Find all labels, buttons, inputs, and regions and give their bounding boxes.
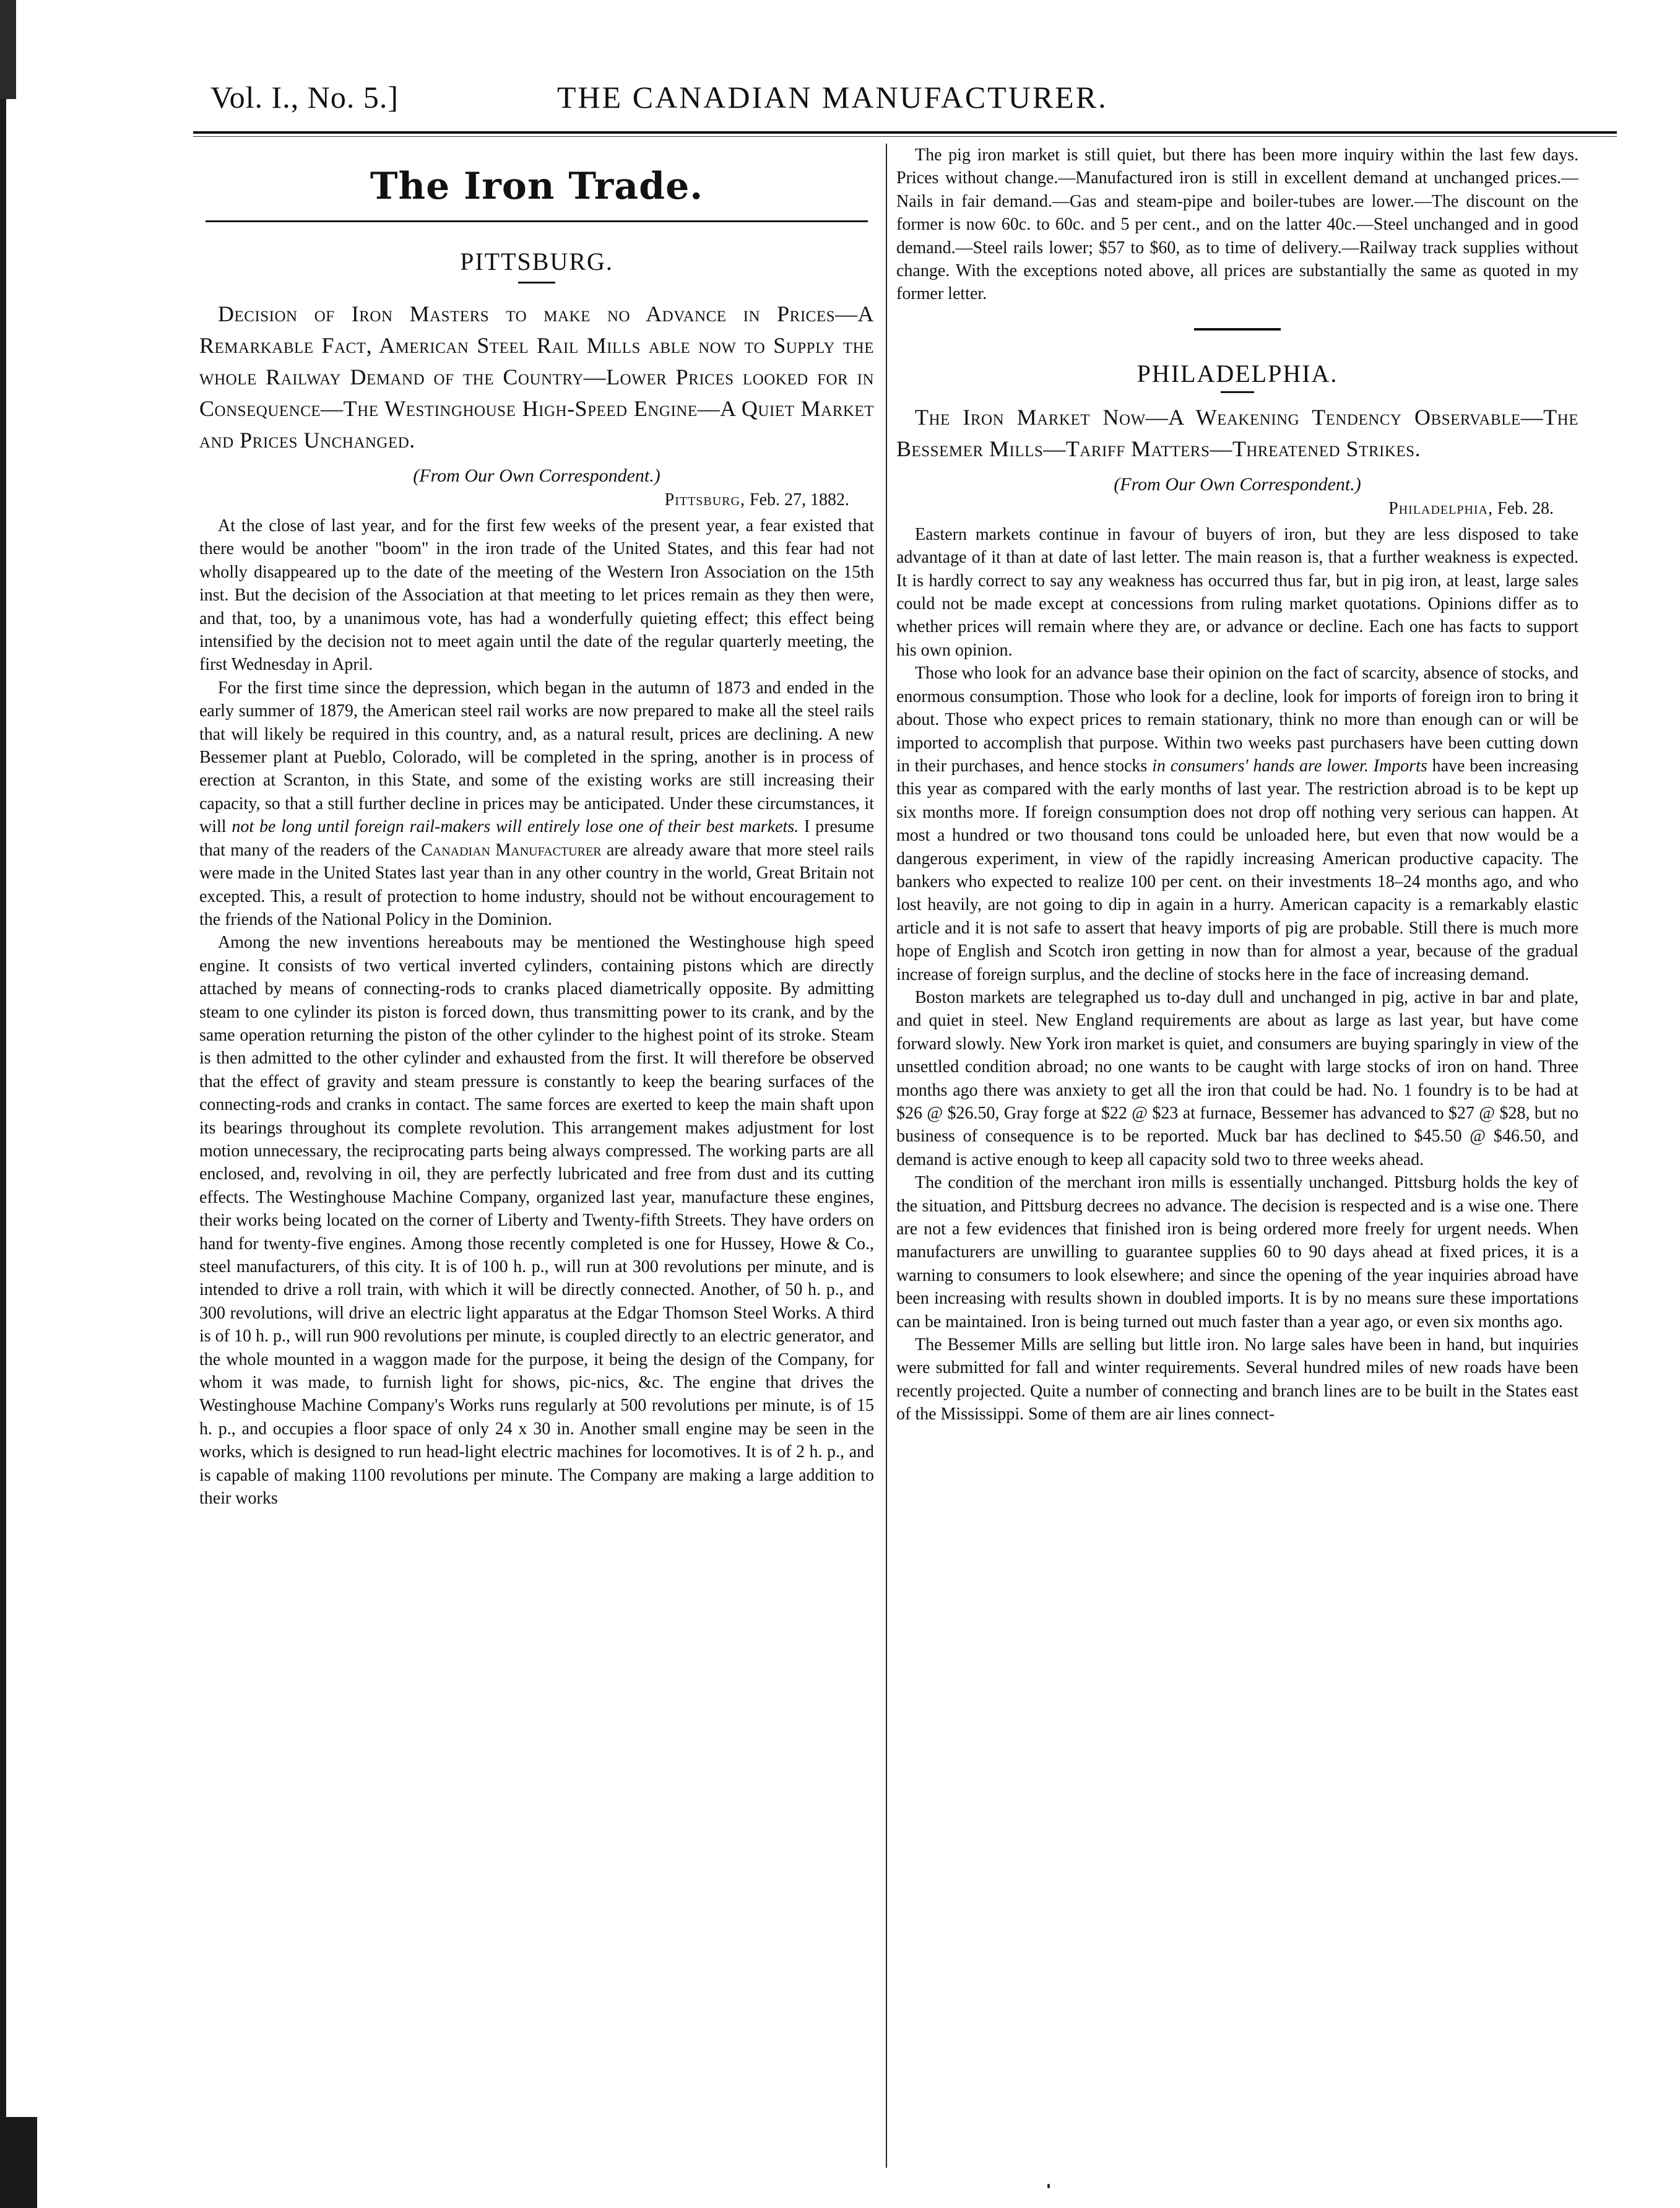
left-column xyxy=(199,144,874,2193)
philadelphia-paragraph-4: The condition of the merchant iron mills is essentially unchanged. Pittsburg holds the key of the situation, and Pittsburg decrees no advance. The decision is respected and is a wise one. There are not a few evidences that finished iron is being ordered more freely for urgent needs. When manufacturers are unwilling to guarantee supplies 60 to 90 days ahead at fixed prices, it is a warning to consumers to look elsewhere; and since the opening of the year inquiries abroad have been increasing with results shown in doubled imports. It is by no means sure these importations can be maintained. Iron is being turned out much faster than a year ago, or even six months ago. xyxy=(896,1173,1578,1331)
philadelphia-paragraph-2 xyxy=(896,662,1578,986)
italic-run: not be long until foreign rail-makers will entirely lose one of their best markets. xyxy=(232,817,799,837)
text-run: are already aware that more steel rails were made in the United States last year than in any other country in the world, Great Britain not excepted. This, a result of protection to home industry, should not be without encouragement to the friends of the National Policy in the Dominion. xyxy=(199,840,874,929)
journal-name-run: Canadian Manufacturer xyxy=(421,840,602,860)
philadelphia-heading-dash xyxy=(1221,391,1254,393)
text-run: I presume that many of the readers of the xyxy=(199,817,874,860)
scan-edge-bar xyxy=(0,0,6,2208)
section-heading: The Iron Trade. xyxy=(370,165,704,208)
text-run: Those who look for an advance base their opinion on the fact of scarcity, absence of stocks, and enormous consumption. Those who look for a decline, look for imports of foreign iron to bring it about. Those who expect prices to remain stationary, think no more than enough can or will be imported to accomplish that purpose. Within two weeks past purchasers have been cutting down in their purchases, and hence stocks xyxy=(896,664,1578,776)
pittsburg-paragraph-3: Among the new inventions hereabouts may be mentioned the Westinghouse high speed engine. It consists of two vertical inverted cylinders, containing pistons which are directly attached by means of connecting-rods to cranks placed diametrically opposite. By admitting steam to one cylinder its piston is forced down, thus transmitting power to its crank, and by the same operation returning the piston of the other cylinder to the highest point of its stroke. Steam is then admitted to the other cylinder and exhausted from the first. It will therefore be observed that the effect of gravity and steam pressure is constantly to keep the bearing surfaces of the connecting-rods and cranks in contact. The same forces are exerted to keep the main shaft upon its bearings throughout its complete revolution. This arrangement makes adjustment for lost motion unnecessary, the reciprocating parts being always compressed. The working parts are all enclosed, and, revolving in oil, they are perfectly lubricated and free from dust and its cutting effects. The Westinghouse Machine Company, organized last year, manufacture these engines, their works being located on the corner of Liberty and Twenty-fifth Streets. They have orders on hand for twenty-five engines. Among those recently completed is one for Hussey, Howe & Co., steel manufacturers, of this city. It is of 100 h. p., will run at 300 revolutions per minute, and is intended to drive a roll train, with which it will be directly connected. Another, of 50 h. p., and 300 revolutions, will drive an electric light apparatus at the Edgar Thomson Steel Works. A third is of 10 h. p., will run 900 revolutions per minute, is coupled directly to an electric generator, and the whole mounted in a waggon made for the purpose, it being the design of the Company, for whom it was made, to furnish light for shows, pic-nics, &c. The engine that drives the Westinghouse Machine Company's Works runs regularly at 500 revolutions per minute, is of 15 h. p., and occupies a floor space of only 24 x 30 in. Another small engine may be seen in the works, which is designed to run head-light electric machines for locomotives. It is of 2 h. p., and is capable of making 1100 revolutions per minute. The Company are making a large addition to their works xyxy=(199,933,874,1509)
right-column xyxy=(896,144,1578,2193)
philadelphia-heading: PHILADELPHIA. xyxy=(1137,359,1338,387)
section-separator xyxy=(1194,328,1281,331)
volume-number: Vol. I., No. 5.] xyxy=(210,80,399,115)
text-run: For the first time since the depression, which began in the autumn of 1873 and ended in the early summer of 1879, the American steel rail works are now prepared to make all the steel rails that will likely be required in this country, and, as a natural result, prices are declining. A new Bessemer plant at Pueblo, Colorado, will be completed in the spring, another is in process of erection at Scranton, in this State, and some of the existing works are still increasing their capacity, so that a still further decline in prices may be anticipated. Under these circumstances, it will xyxy=(199,678,874,837)
dateline-date: Feb. 28. xyxy=(1497,498,1554,518)
column-rule xyxy=(886,144,887,2168)
scan-edge-blot xyxy=(0,2117,37,2208)
philadelphia-summary: The Iron Market Now—A Weakening Tendency Observable—The Bessemer Mills—Tariff Matters—Threatened Strikes. xyxy=(896,404,1578,461)
philadelphia-paragraph-1: Eastern markets continue in favour of buyers of iron, but they are less disposed to take advantage of it than at date of last letter. The main reason is, that a further weakness is expected. It is hardly correct to say any weakness has occurred thus far, but in pig iron, at least, large sales could not be made except at concessions from ruling market quotations. Opinions differ as to whether prices will remain where they are, or advance or decline. Each one has facts to support his own opinion. xyxy=(896,524,1578,660)
dateline-date: Feb. 27, 1882. xyxy=(750,490,849,509)
header-rule-thin xyxy=(193,136,1617,137)
pittsburg-heading: PITTSBURG. xyxy=(460,248,613,275)
pittsburg-paragraph-1: At the close of last year, and for the first few weeks of the present year, a fear existed that there would be another "boom" in the iron trade of the United States, and this fear had not wholly disappeared up to the date of the meeting of the Western Iron Association on the 15th inst. But the decision of the Association at that meeting to let prices remain as they then were, and that, too, by a unanimous vote, has had a wonderfully quieting effect; this effect being intensified by the decision not to meet again until the date of the regular quarterly meeting, the first Wednesday in April. xyxy=(199,516,874,675)
section-heading-rule xyxy=(206,220,868,222)
pittsburg-byline: (From Our Own Correspondent.) xyxy=(413,465,660,486)
philadelphia-byline: (From Our Own Correspondent.) xyxy=(1114,474,1361,495)
pittsburg-paragraph-4: The pig iron market is still quiet, but there has been more inquiry within the last few days. Prices without change.—Manufactured iron is still in excellent demand at unchanged prices.—Nails in fair demand.—Gas and steam-pipe and boiler-tubes are lower.—The discount on the former is now 60c. to 60c. and 5 per cent., and on the latter 40c.—Steel unchanged and in good demand.—Steel rails lower; $57 to $60, as to time of delivery.—Railway track supplies without change. With the exceptions noted above, all prices are substantially the same as quoted in my former letter. xyxy=(896,145,1578,304)
text-run: have been increasing this year as compared with the early months of last year. The restriction abroad is to be kept up six months more. If foreign consumption does not drop off nothing very serious can happen. At most a hundred or two thousand tons could be unloaded here, but even that now would be a dangerous experiment, in view of the rapidly increasing American productive capacity. The bankers who expected to realize 100 per cent. on their investments 18–24 months ago, and who lost heavily, are not going to dip in again in a hurry. American capacity is a remarkably elastic article and it is not safe to assert that heavy imports of pig are probable. Still there is much more hope of English and Scotch iron getting in now than for almost a year, because of the gradual increase of foreign surplus, and the decline of stocks here in the face of increasing demand. xyxy=(896,756,1578,984)
pittsburg-dateline xyxy=(199,488,874,512)
journal-title: THE CANADIAN MANUFACTURER. xyxy=(557,80,1108,115)
philadelphia-dateline xyxy=(896,497,1578,521)
pittsburg-heading-dash xyxy=(518,282,555,284)
header-rule xyxy=(193,131,1617,134)
scan-edge-top xyxy=(0,0,16,99)
italic-run: in consumers' hands are lower. Imports xyxy=(1152,756,1427,776)
dateline-place: Philadelphia, xyxy=(1388,498,1493,518)
dateline-place: Pittsburg, xyxy=(664,490,745,509)
philadelphia-paragraph-3: Boston markets are telegraphed us to-day dull and unchanged in pig, active in bar and plate, and quiet in steel. New England requirements are about as large as last year, but have come forward slowly. New York iron market is quiet, and consumers are buying sparingly in view of the unsettled condition abroad; no one wants to be caught with large stocks of iron on hand. Three months ago there was anxiety to get all the iron that could be had. No. 1 foundry is to be had at $26 @ $26.50, Gray forge at $22 @ $23 at furnace, Bessemer has advanced to $27 @ $28, but no business of consequence is to be reported. Muck bar has declined to $45.50 @ $46.50, and demand is active enough to keep all capacity sold two to three weeks ahead. xyxy=(896,987,1578,1169)
philadelphia-paragraph-5: The Bessemer Mills are selling but little iron. No large sales have been in hand, but inquiries were submitted for fall and winter requirements. Several hundred miles of new roads have been recently projected. Quite a number of connecting and branch lines are to be built in the States east of the Mississippi. Some of them are air lines connect- xyxy=(896,1335,1578,1424)
pittsburg-summary: Decision of Iron Masters to make no Advance in Prices—A Remarkable Fact, American Steel Rail Mills able now to Supply the whole Railway Demand of the Country—Lower Prices looked for in Consequence—The Westinghouse High-Speed Engine—A Quiet Market and Prices Unchanged. xyxy=(199,301,874,452)
pittsburg-paragraph-2 xyxy=(199,677,874,931)
running-head xyxy=(210,79,1182,115)
